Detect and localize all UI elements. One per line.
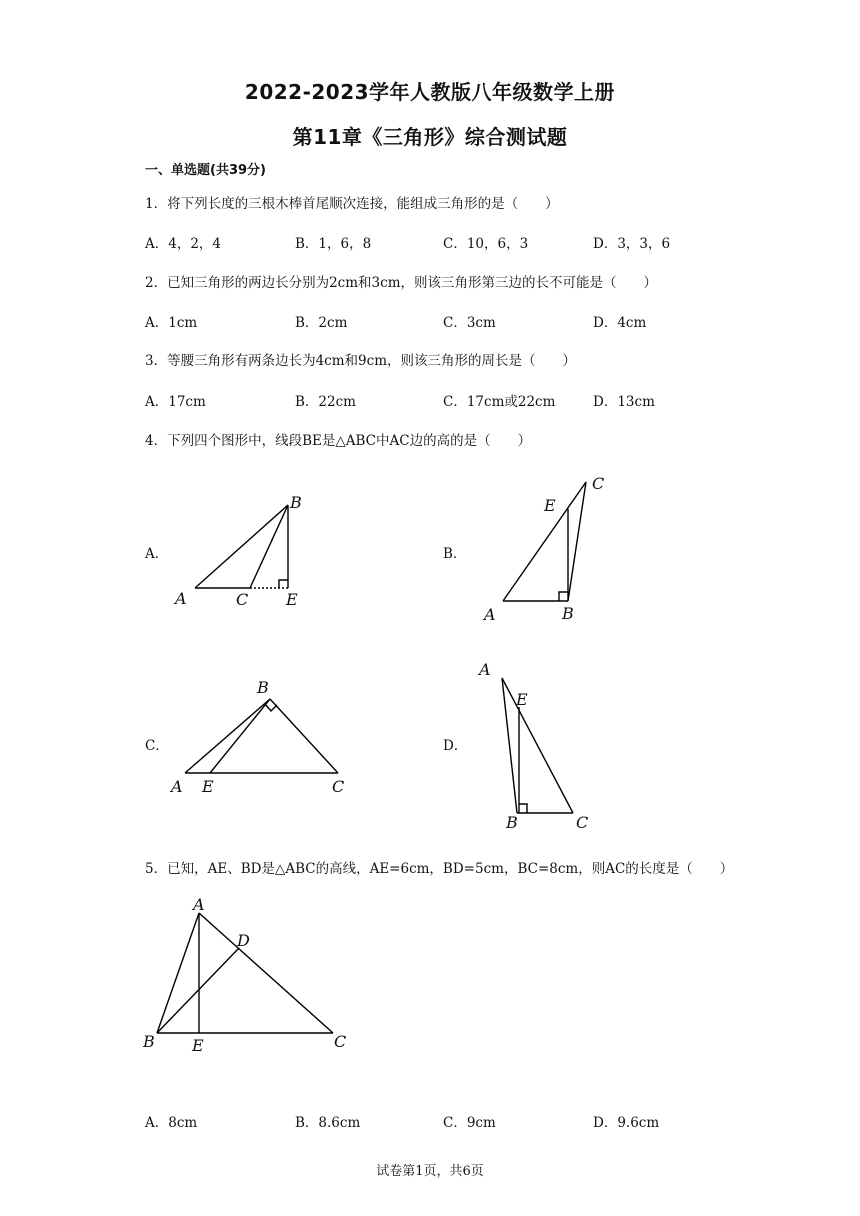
question-1-option-d: D．3，3，6 (593, 236, 671, 252)
question-3-option-a: A．17cm (145, 394, 206, 410)
fig4d-label-b: B (506, 813, 518, 832)
question-4-figure-b-label: B． (443, 546, 467, 562)
question-5-option-d: D．9.6cm (593, 1115, 660, 1131)
question-5-option-c: C．9cm (443, 1115, 496, 1131)
fig4c-label-c: C (332, 777, 345, 796)
question-5-text: 5．已知，AE、BD是△ABC的高线，AE=6cm，BD=5cm，BC=8cm，则AC的长度是（ ） (145, 861, 734, 877)
question-1-option-c: C．10，6，3 (443, 236, 529, 252)
fig4d-label-c: C (576, 813, 589, 832)
fig4d-label-a: A (479, 660, 491, 679)
question-4-text: 4．下列四个图形中，线段BE是△ABC中AC边的高的是（ ） (145, 433, 532, 449)
fig4b-label-c: C (592, 474, 605, 493)
fig4d-label-e: E (516, 690, 528, 709)
section-heading: 一、单选题(共39分) (145, 163, 266, 178)
question-5-option-b: B．8.6cm (295, 1115, 361, 1131)
fig4c-label-b: B (257, 678, 269, 697)
fig4c-label-a: A (171, 777, 183, 796)
question-3-option-b: B．22cm (295, 394, 356, 410)
fig5-line-ab (157, 913, 199, 1033)
question-4-figure-c-label: C． (145, 738, 169, 754)
fig4a-label-a: A (175, 589, 187, 608)
question-2-option-d: D．4cm (593, 315, 647, 331)
question-4-figure-d-label: D． (443, 738, 468, 754)
fig5-label-d: D (237, 931, 250, 950)
question-2-text: 2．已知三角形的两边长分别为2cm和3cm，则该三角形第三边的长不可能是（ ） (145, 275, 657, 291)
question-3-text: 3．等腰三角形有两条边长为4cm和9cm，则该三角形的周长是（ ） (145, 353, 576, 369)
page-footer: 试卷第1页，共6页 (376, 1164, 484, 1179)
question-2-option-c: C．3cm (443, 315, 496, 331)
fig4c-label-e: E (202, 777, 214, 796)
fig4b-label-a: A (484, 605, 496, 624)
page-title-line2: 第11章《三角形》综合测试题 (292, 125, 568, 149)
question-3-option-d: D．13cm (593, 394, 655, 410)
page-title-line1: 2022-2023学年人教版八年级数学上册 (244, 80, 616, 104)
question-3-option-c: C．17cm或22cm (443, 394, 556, 410)
fig4a-label-e: E (286, 590, 298, 609)
question-4-figure-a-label: A． (145, 546, 169, 562)
fig5-label-c: C (334, 1032, 347, 1051)
fig5-label-b: B (143, 1032, 155, 1051)
fig4a-label-c: C (236, 590, 249, 609)
question-1-option-b: B．1，6，8 (295, 236, 372, 252)
question-1-option-a: A．4，2，4 (145, 236, 222, 252)
fig4b-label-b: B (562, 604, 574, 623)
question-2-option-a: A．1cm (145, 315, 198, 331)
fig5-label-e: E (192, 1036, 204, 1055)
fig5-line-bd (157, 948, 239, 1033)
question-1-text: 1．将下列长度的三根木棒首尾顺次连接，能组成三角形的是（ ） (145, 196, 559, 212)
fig4a-label-b: B (290, 493, 302, 512)
question-5-option-a: A．8cm (145, 1115, 198, 1131)
fig4b-label-e: E (544, 496, 556, 515)
question-2-option-b: B．2cm (295, 315, 348, 331)
fig5-line-ac (199, 913, 333, 1033)
fig5-label-a: A (193, 895, 205, 914)
